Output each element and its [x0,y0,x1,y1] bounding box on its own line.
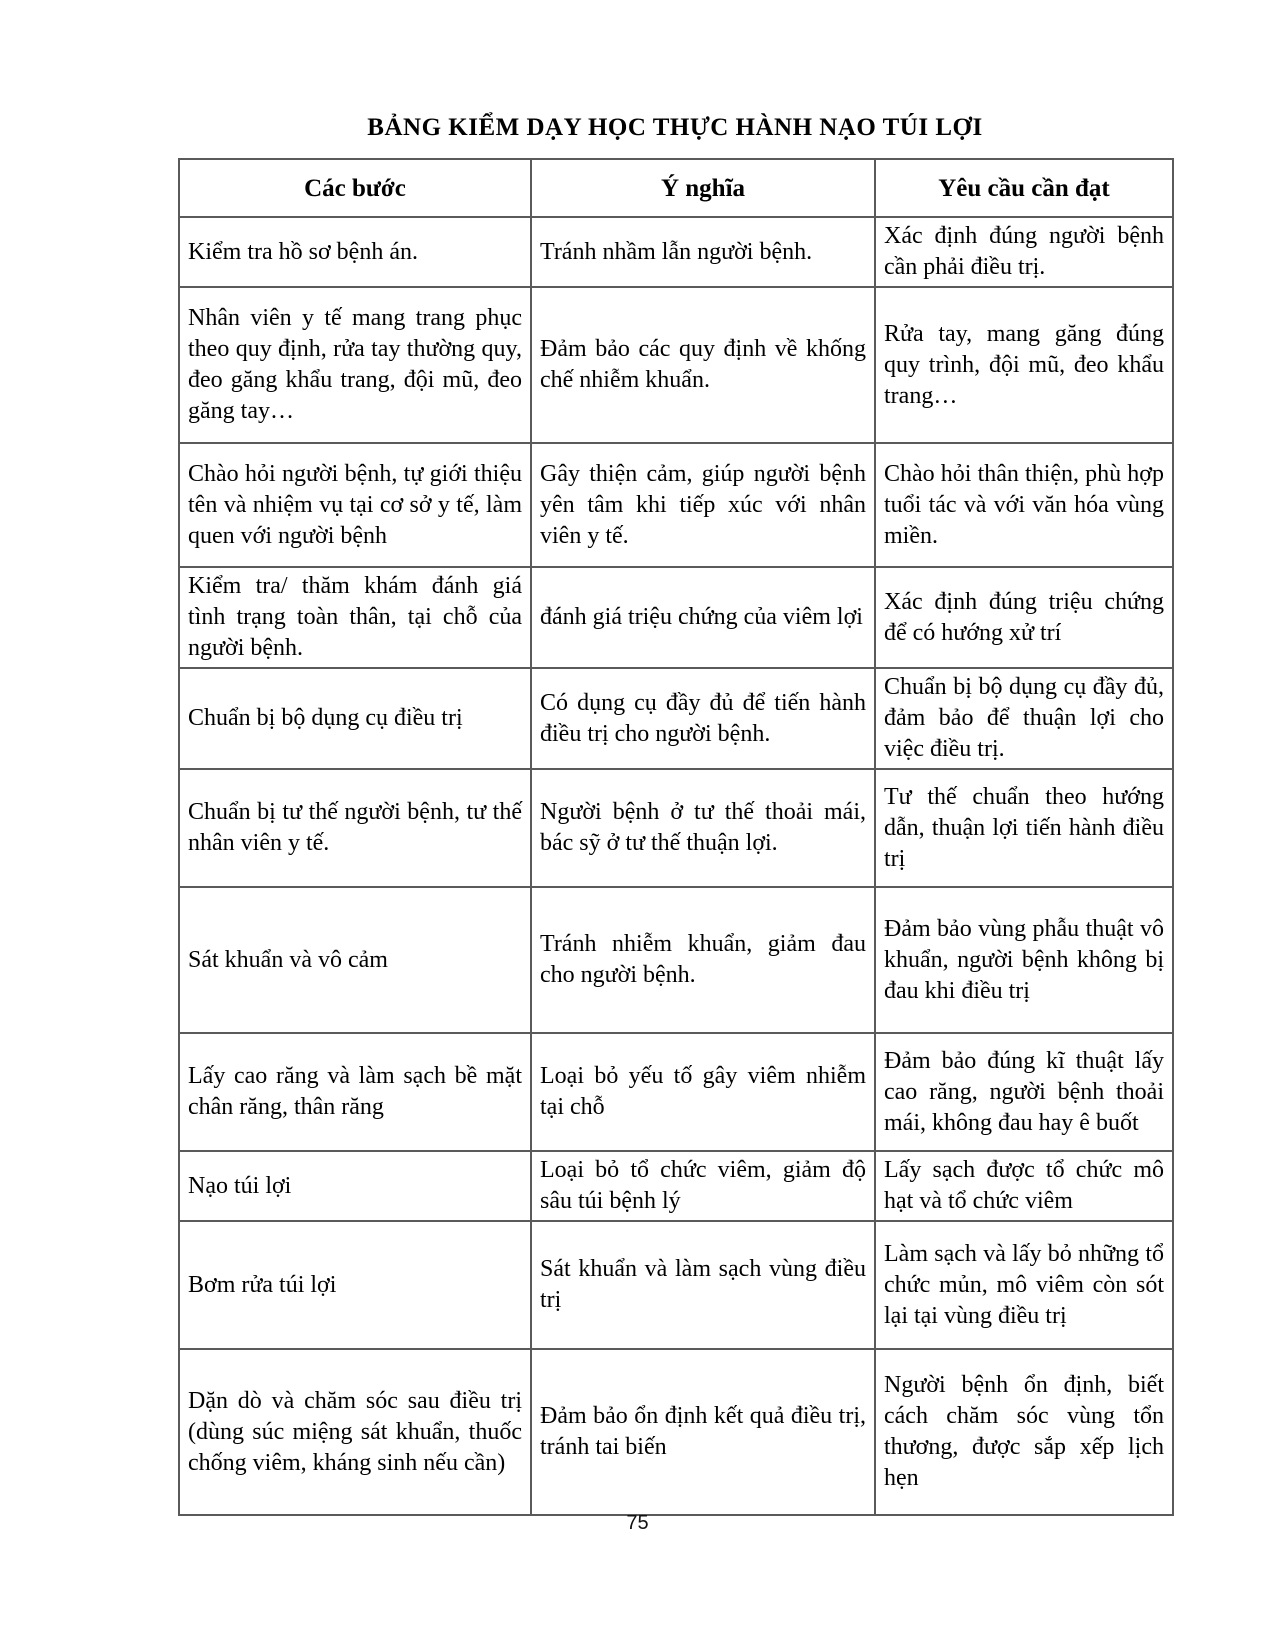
table-cell: Đảm bảo ổn định kết quả điều trị, tránh tai biến [531,1349,875,1515]
table-row [179,668,1173,769]
table-cell: Loại bỏ tổ chức viêm, giảm độ sâu túi bệnh lý [531,1151,875,1221]
table-body [179,217,1173,1515]
table-cell: Sát khuẩn và vô cảm [179,887,531,1033]
table-row [179,1033,1173,1151]
table-cell: Đảm bảo đúng kĩ thuật lấy cao răng, người bệnh thoải mái, không đau hay ê buốt [875,1033,1173,1151]
table-cell: Lấy cao răng và làm sạch bề mặt chân răng, thân răng [179,1033,531,1151]
table-cell: Chuẩn bị bộ dụng cụ đầy đủ, đảm bảo để thuận lợi cho việc điều trị. [875,668,1173,769]
table-row [179,1349,1173,1515]
page-title: BẢNG KIỂM DẠY HỌC THỰC HÀNH NẠO TÚI LỢI [367,114,983,141]
table-row [179,1221,1173,1349]
table-cell: Gây thiện cảm, giúp người bệnh yên tâm khi tiếp xúc với nhân viên y tế. [531,443,875,567]
table-cell: Chuẩn bị tư thế người bệnh, tư thế nhân viên y tế. [179,769,531,887]
table-cell: Loại bỏ yếu tố gây viêm nhiễm tại chỗ [531,1033,875,1151]
table-cell: Có dụng cụ đầy đủ để tiến hành điều trị cho người bệnh. [531,668,875,769]
table-row [179,287,1173,443]
table-cell: Chào hỏi người bệnh, tự giới thiệu tên và nhiệm vụ tại cơ sở y tế, làm quen với người bệnh [179,443,531,567]
table-cell: Bơm rửa túi lợi [179,1221,531,1349]
table-cell: Xác định đúng triệu chứng để có hướng xử trí [875,567,1173,668]
checklist-table [178,158,1174,1516]
table-cell: Người bệnh ở tư thế thoải mái, bác sỹ ở tư thế thuận lợi. [531,769,875,887]
table-cell: Nạo túi lợi [179,1151,531,1221]
table-cell: Tư thế chuẩn theo hướng dẫn, thuận lợi tiến hành điều trị [875,769,1173,887]
table-row [179,887,1173,1033]
page-number: 75 [626,1512,649,1534]
table-cell: Đảm bảo các quy định về khống chế nhiễm khuẩn. [531,287,875,443]
table-cell: Lấy sạch được tổ chức mô hạt và tổ chức viêm [875,1151,1173,1221]
table-cell: Người bệnh ổn định, biết cách chăm sóc vùng tổn thương, được sắp xếp lịch hẹn [875,1349,1173,1515]
table-cell: Tránh nhiễm khuẩn, giảm đau cho người bệnh. [531,887,875,1033]
table-cell: Kiểm tra hồ sơ bệnh án. [179,217,531,287]
table-row [179,217,1173,287]
table-cell: đánh giá triệu chứng của viêm lợi [531,567,875,668]
table-row [179,443,1173,567]
table-cell: Dặn dò và chăm sóc sau điều trị (dùng súc miệng sát khuẩn, thuốc chống viêm, kháng sinh nếu cần) [179,1349,531,1515]
table-cell: Chào hỏi thân thiện, phù hợp tuổi tác và với văn hóa vùng miền. [875,443,1173,567]
column-header-requirements: Yêu cầu cần đạt [875,159,1173,217]
table-cell: Chuẩn bị bộ dụng cụ điều trị [179,668,531,769]
table-header-row [179,159,1173,217]
table-cell: Xác định đúng người bệnh cần phải điều trị. [875,217,1173,287]
table-cell: Kiểm tra/ thăm khám đánh giá tình trạng toàn thân, tại chỗ của người bệnh. [179,567,531,668]
table-cell: Sát khuẩn và làm sạch vùng điều trị [531,1221,875,1349]
table-cell: Rửa tay, mang găng đúng quy trình, đội mũ, đeo khẩu trang… [875,287,1173,443]
document-content [178,112,1172,1516]
table-cell: Nhân viên y tế mang trang phục theo quy định, rửa tay thường quy, đeo găng khẩu trang, đội mũ, đeo găng tay… [179,287,531,443]
table-row [179,1151,1173,1221]
table-row [179,567,1173,668]
column-header-steps: Các bước [179,159,531,217]
table-cell: Đảm bảo vùng phẫu thuật vô khuẩn, người bệnh không bị đau khi điều trị [875,887,1173,1033]
table-cell: Làm sạch và lấy bỏ những tổ chức mủn, mô viêm còn sót lại tại vùng điều trị [875,1221,1173,1349]
table-cell: Tránh nhầm lẫn người bệnh. [531,217,875,287]
table-row [179,769,1173,887]
column-header-meaning: Ý nghĩa [531,159,875,217]
